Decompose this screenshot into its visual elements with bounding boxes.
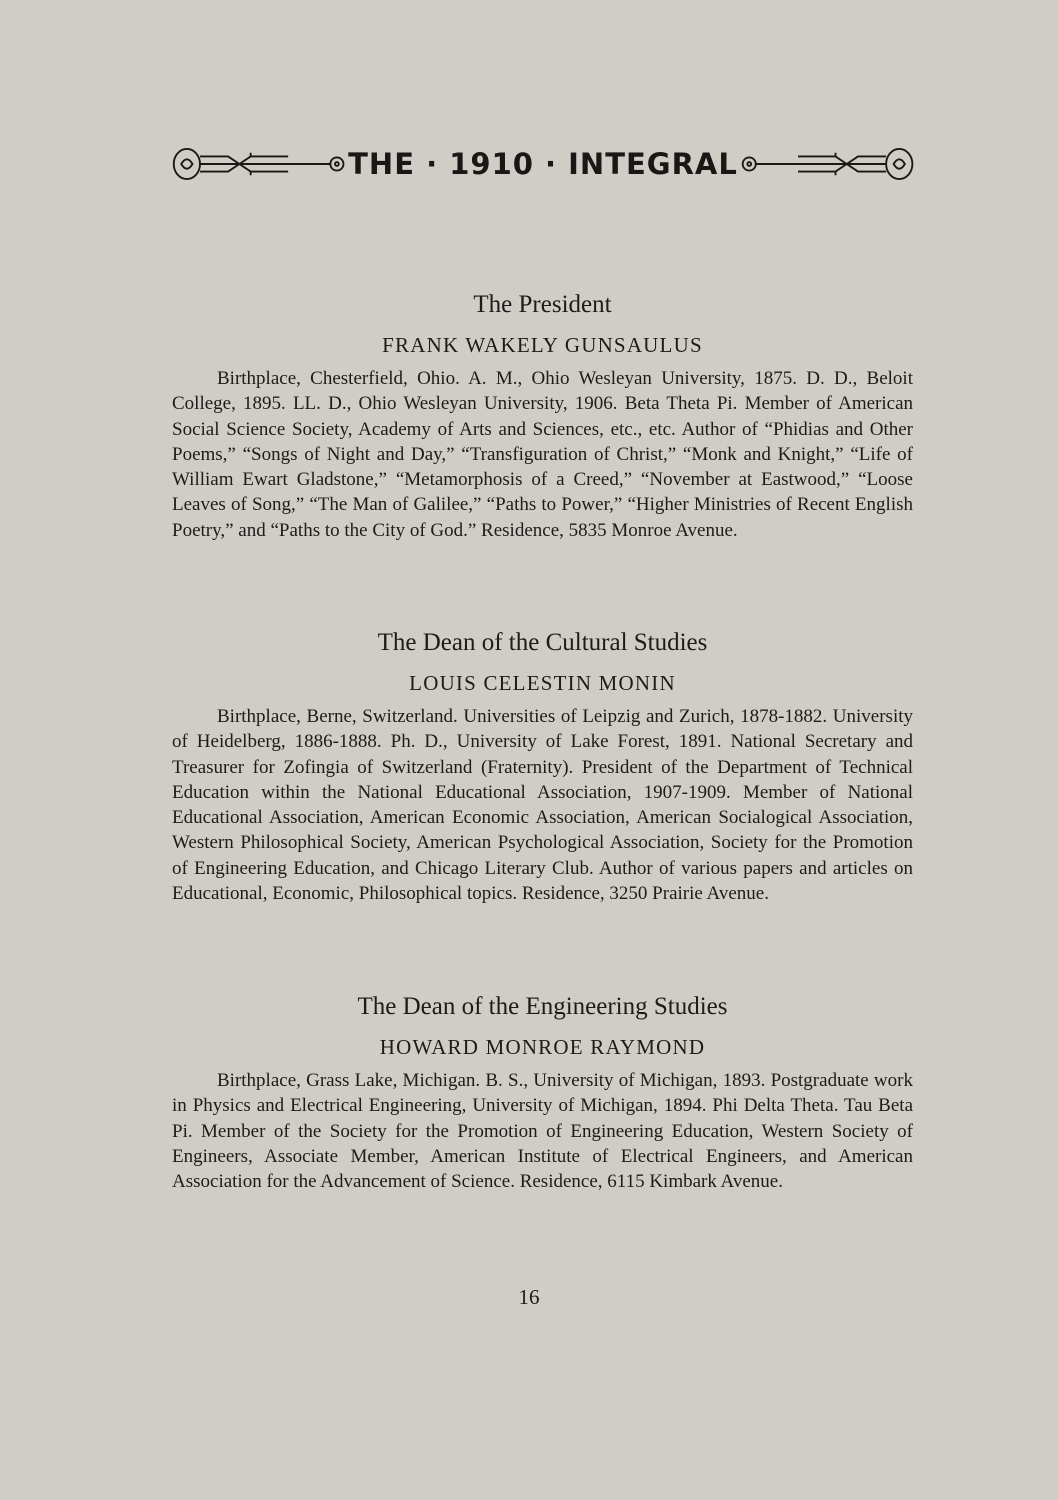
person-name: FRANK WAKELY GUNSAULUS: [382, 333, 703, 357]
section-heading: The President: [473, 291, 612, 318]
left-ornament-icon: [170, 144, 348, 184]
section-heading: The Dean of the Engineering Studies: [357, 993, 728, 1020]
section-president: [172, 290, 913, 543]
section-dean-cultural-studies: [172, 628, 913, 906]
person-name: HOWARD MONROE RAYMOND: [379, 1035, 706, 1059]
section-dean-engineering-studies: [172, 992, 913, 1194]
running-header: [170, 142, 916, 186]
right-ornament-icon: [738, 144, 916, 184]
biography-paragraph: Birthplace, Berne, Switzerland. Universities of Leipzig and Zurich, 1878-1882. University of Heidelberg, 1886-1888. Ph. D., University of Lake Forest, 1891. National Secretary and Treasurer for Zofingia of Switzerland (Fraternity). President of the Department of Technical Education within the National Educational Association, 1907-1909. Member of National Educational Association, American Economic Association, American Socialogical Association, Western Philosophical Society, American Psychological Association, Society for the Promotion of Engineering Education, and Chicago Literary Club. Author of various papers and articles on Educational, Economic, Philosophical topics. Residence, 3250 Prairie Avenue.: [172, 706, 913, 905]
biography-paragraph: Birthplace, Grass Lake, Michigan. B. S., University of Michigan, 1893. Postgraduate work in Physics and Electrical Engineering, University of Michigan, 1894. Phi Delta Theta. Tau Beta Pi. Member of the Society for the Promotion of Engineering Education, Western Society of Engineers, Associate Member, American Institute of Electrical Engineers, and American Association for the Advancement of Science. Residence, 6115 Kimbark Avenue.: [172, 1070, 913, 1193]
biography-paragraph: Birthplace, Chesterfield, Ohio. A. M., Ohio Wesleyan University, 1875. D. D., Beloit College, 1895. LL. D., Ohio Wesleyan University, 1906. Beta Theta Pi. Member of American Social Science Society, Academy of Arts and Sciences, etc., etc. Author of “Phidias and Other Poems,” “Songs of Night and Day,” “Transfiguration of Christ,” “Monk and Knight,” “Life of William Ewart Gladstone,” “Metamorphosis of a Creed,” “November at Eastwood,” “Loose Leaves of Song,” “The Man of Galilee,” “Paths to Power,” “Higher Ministries of Recent English Poetry,” and “Paths to the City of God.” Residence, 5835 Monroe Avenue.: [172, 368, 913, 541]
person-name: LOUIS CELESTIN MONIN: [409, 671, 676, 695]
section-heading: The Dean of the Cultural Studies: [377, 629, 708, 656]
page-number: 16: [518, 1285, 540, 1309]
header-title: THE · 1910 · INTEGRAL: [348, 147, 738, 181]
